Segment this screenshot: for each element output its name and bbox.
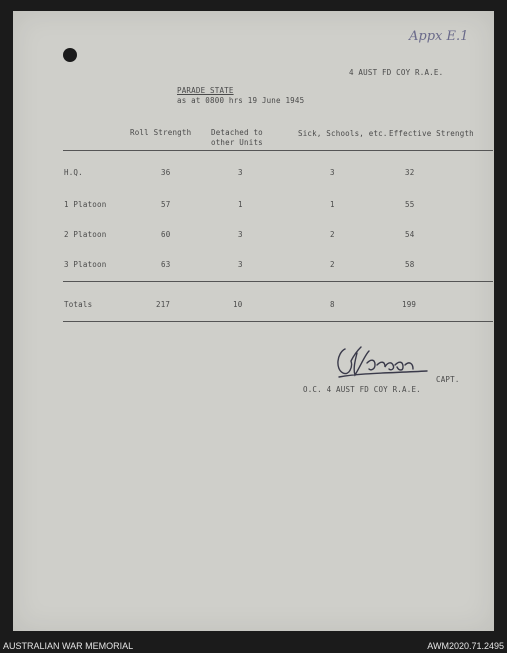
effective-strength-cell: 32	[405, 168, 415, 177]
total-effective-strength: 199	[402, 300, 417, 309]
row-label: 2 Platoon	[64, 230, 107, 239]
effective-strength-cell: 54	[405, 230, 415, 239]
col-header-detached: Detached to	[211, 128, 263, 137]
roll-strength-cell: 57	[161, 200, 171, 209]
total-detached: 10	[233, 300, 243, 309]
col-header-effective: Effective Strength	[389, 129, 474, 138]
detached-cell: 3	[238, 260, 243, 269]
col-header-detached-2: other Units	[211, 138, 263, 147]
total-roll-strength: 217	[156, 300, 171, 309]
roll-strength-cell: 60	[161, 230, 171, 239]
sick-cell: 1	[330, 200, 335, 209]
sick-cell: 3	[330, 168, 335, 177]
row-label: H.Q.	[64, 168, 83, 177]
footer-institution: AUSTRALIAN WAR MEMORIAL	[3, 641, 134, 651]
detached-cell: 3	[238, 230, 243, 239]
totals-label: Totals	[64, 300, 93, 309]
handwritten-signature	[331, 343, 431, 383]
total-sick: 8	[330, 300, 335, 309]
row-label: 1 Platoon	[64, 200, 107, 209]
signature-rank: CAPT.	[436, 375, 460, 384]
sick-cell: 2	[330, 230, 335, 239]
totals-top-rule	[63, 281, 493, 282]
detached-cell: 1	[238, 200, 243, 209]
header-rule	[63, 150, 493, 151]
appendix-annotation: Appx E.1	[409, 29, 469, 44]
totals-bottom-rule	[63, 321, 493, 322]
roll-strength-cell: 36	[161, 168, 171, 177]
sick-cell: 2	[330, 260, 335, 269]
document-title: PARADE STATE	[177, 86, 234, 95]
detached-cell: 3	[238, 168, 243, 177]
effective-strength-cell: 55	[405, 200, 415, 209]
roll-strength-cell: 63	[161, 260, 171, 269]
effective-strength-cell: 58	[405, 260, 415, 269]
col-header-roll: Roll Strength	[130, 128, 192, 137]
signature-position: O.C. 4 AUST FD COY R.A.E.	[303, 385, 421, 394]
document-subtitle: as at 0800 hrs 19 June 1945	[177, 96, 305, 105]
punch-hole	[63, 48, 77, 62]
document-page	[13, 11, 494, 631]
footer-accession-number: AWM2020.71.2495	[427, 641, 504, 651]
row-label: 3 Platoon	[64, 260, 107, 269]
unit-header: 4 AUST FD COY R.A.E.	[349, 68, 444, 77]
col-header-sick: Sick, Schools, etc.	[298, 129, 388, 138]
